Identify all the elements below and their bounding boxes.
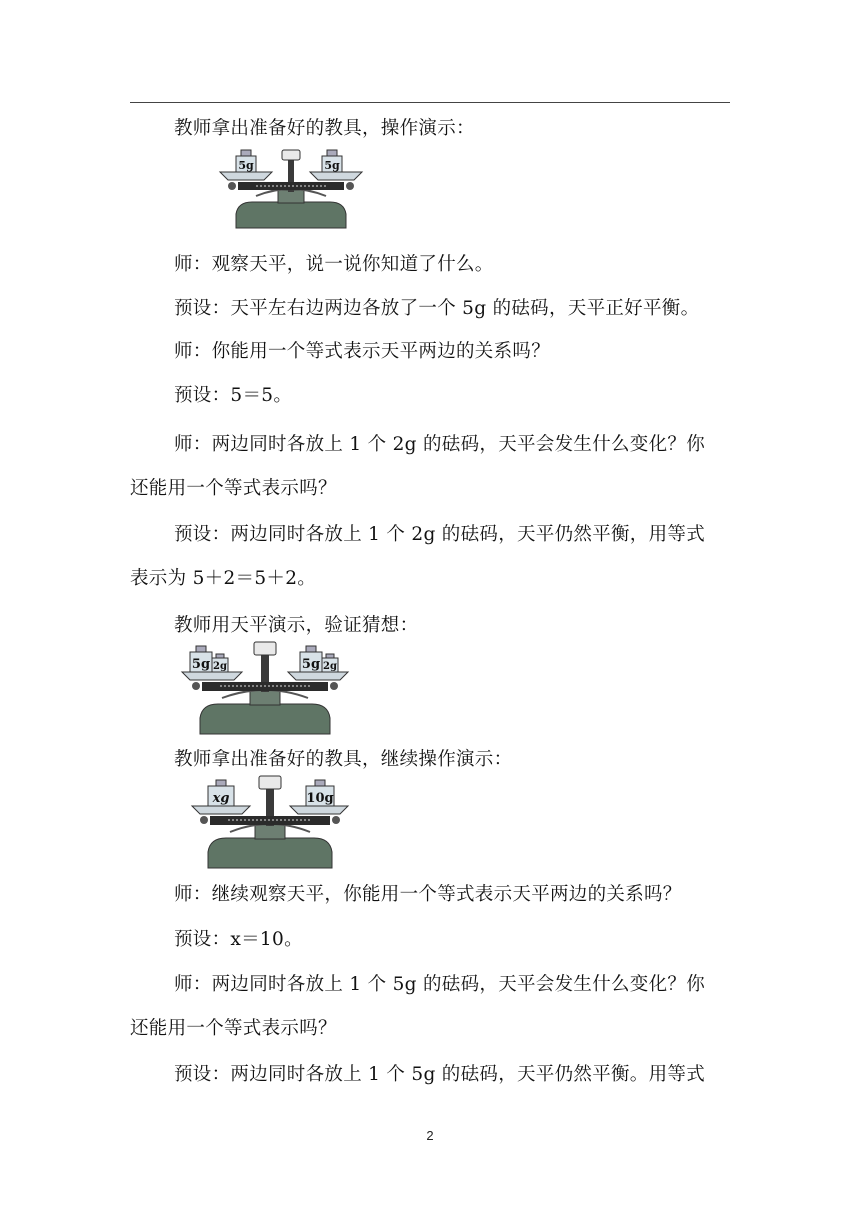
page-number: 2: [426, 1128, 434, 1143]
paragraph: 预设：x＝10。: [174, 929, 303, 950]
weight-label: xg: [212, 791, 230, 806]
paragraph: 表示为 5＋2＝5＋2。: [130, 568, 317, 589]
paragraph: 预设：5＝5。: [174, 385, 293, 406]
paragraph: 教师拿出准备好的教具，操作演示：: [174, 118, 475, 139]
balance-scale-figure-1: [218, 144, 364, 232]
paragraph: 预设：两边同时各放上 1 个 5g 的砝码，天平仍然平衡。用等式: [174, 1064, 706, 1085]
paragraph: 预设：天平左右边两边各放了一个 5g 的砝码，天平正好平衡。: [174, 298, 700, 319]
paragraph: 师：两边同时各放上 1 个 5g 的砝码，天平会发生什么变化？你: [174, 974, 706, 995]
header-rule: [130, 102, 730, 103]
paragraph: 师：两边同时各放上 1 个 2g 的砝码，天平会发生什么变化？你: [174, 434, 706, 455]
weight-label: 2g: [323, 661, 337, 672]
weight-label: 5g: [301, 657, 321, 672]
paragraph: 教师拿出准备好的教具，继续操作演示：: [174, 749, 513, 770]
weight-label: 10g: [306, 791, 334, 806]
paragraph: 师：观察天平，说一说你知道了什么。: [174, 254, 494, 275]
weight-label: 5g: [191, 657, 211, 672]
paragraph: 预设：两边同时各放上 1 个 2g 的砝码，天平仍然平衡，用等式: [174, 524, 706, 545]
paragraph: 还能用一个等式表示吗？: [130, 478, 337, 499]
paragraph: 教师用天平演示，验证猜想：: [174, 615, 419, 636]
weight-label: 5g: [238, 159, 254, 172]
weight-label: 2g: [213, 661, 227, 672]
paragraph: 还能用一个等式表示吗？: [130, 1018, 337, 1039]
weight-label: 5g: [324, 159, 340, 172]
balance-scale-figure-3: [190, 774, 350, 872]
paragraph: 师：继续观察天平，你能用一个等式表示天平两边的关系吗？: [174, 884, 682, 905]
paragraph: 师：你能用一个等式表示天平两边的关系吗？: [174, 341, 551, 362]
balance-scale-figure-2: [180, 638, 350, 738]
